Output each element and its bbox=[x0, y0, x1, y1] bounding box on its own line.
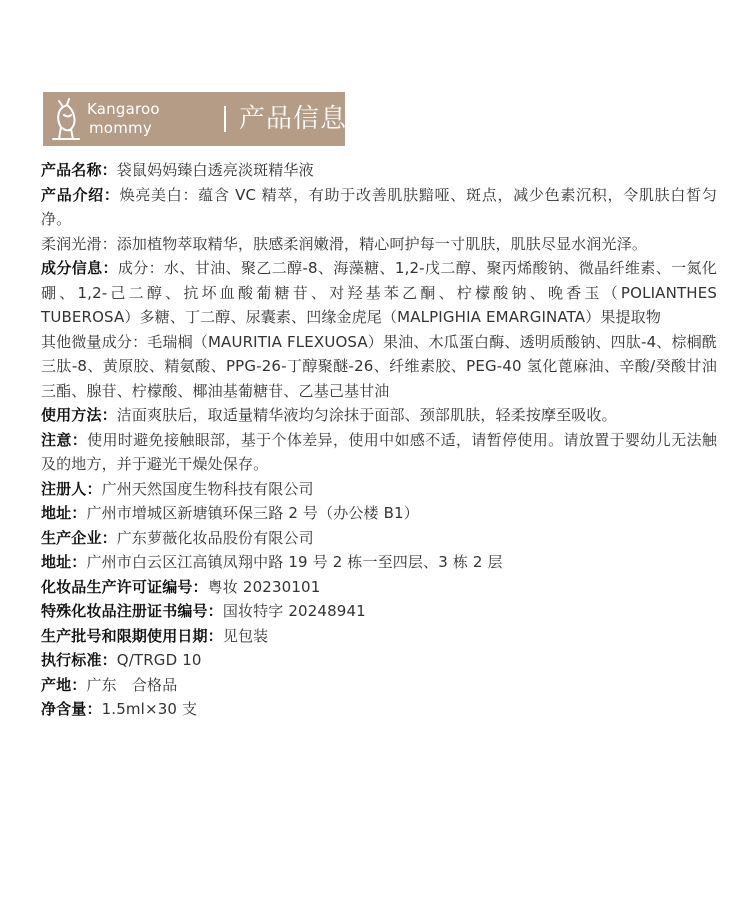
product-info-banner bbox=[43, 92, 348, 146]
detail-line bbox=[41, 697, 717, 722]
detail-line bbox=[41, 501, 717, 526]
detail-label: 注册人： bbox=[41, 479, 102, 498]
kangaroo-logo-icon bbox=[49, 95, 85, 143]
brand-wordmark bbox=[87, 100, 187, 138]
detail-label: 产地： bbox=[41, 675, 87, 694]
banner-title: 产品信息 bbox=[239, 104, 348, 134]
detail-value: 广州市增城区新塘镇环保三路 2 号（办公楼 B1） bbox=[86, 504, 419, 522]
detail-value: 洁面爽肤后，取适量精华液均匀涂抹于面部、颈部肌肤，轻柔按摩至吸收。 bbox=[116, 406, 617, 424]
detail-line bbox=[41, 526, 717, 551]
detail-label: 生产企业： bbox=[41, 528, 117, 547]
detail-line bbox=[41, 256, 717, 330]
detail-value: 广东 合格品 bbox=[86, 675, 178, 694]
detail-label: 地址： bbox=[41, 553, 87, 571]
detail-line bbox=[41, 648, 717, 673]
detail-label: 化妆品生产许可证编号： bbox=[41, 577, 208, 596]
detail-line bbox=[41, 673, 717, 698]
detail-value: 广州天然国度生物科技有限公司 bbox=[101, 479, 314, 498]
detail-line bbox=[41, 330, 717, 404]
detail-line bbox=[41, 158, 717, 183]
brand-line-2: mommy bbox=[89, 119, 152, 137]
detail-label: 执行标准： bbox=[41, 651, 117, 669]
detail-value: 国妆特字 20248941 bbox=[222, 602, 366, 620]
product-details bbox=[41, 158, 717, 722]
brand-line-1: Kangaroo bbox=[87, 100, 160, 118]
detail-value: 广州市白云区江高镇凤翔中路 19 号 2 栋一至四层、3 栋 2 层 bbox=[86, 553, 503, 571]
detail-line bbox=[41, 232, 717, 257]
detail-value: 粤妆 20230101 bbox=[207, 577, 321, 596]
banner-divider bbox=[224, 106, 226, 132]
detail-label: 特殊化妆品注册证书编号： bbox=[41, 602, 223, 620]
detail-label: 成分信息： bbox=[41, 259, 118, 277]
detail-line bbox=[41, 183, 717, 232]
detail-value: 使用时避免接触眼部，基于个体差异，使用中如感不适，请暂停使用。请放置于婴幼儿无法触及的地方，并于避光干燥处保存。 bbox=[41, 430, 717, 473]
detail-line bbox=[41, 575, 717, 600]
detail-value: 袋鼠妈妈臻白透亮淡斑精华液 bbox=[116, 161, 314, 179]
detail-value: 柔润光滑：添加植物萃取精华，肤感柔润嫩滑，精心呵护每一寸肌肤，肌肤尽显水润光泽。 bbox=[41, 234, 648, 253]
detail-label: 地址： bbox=[41, 504, 87, 522]
detail-line bbox=[41, 477, 717, 502]
detail-value: 成分：水、甘油、聚乙二醇-8、海藻糖、1,2-戊二醇、聚丙烯酸钠、微晶纤维素、一氮化硼、1,2-己二醇、抗坏血酸葡糖苷、对羟基苯乙酮、柠檬酸钠、晚香玉（POLIANTHES TUBEROSA）多糖、丁二醇、尿囊素、凹缘金虎尾（MALPIGHIA EMARGINATA）果提取物 bbox=[41, 259, 717, 326]
detail-line bbox=[41, 599, 717, 624]
detail-label: 净含量： bbox=[41, 700, 102, 718]
detail-value: 广东萝薇化妆品股份有限公司 bbox=[116, 528, 314, 547]
detail-line bbox=[41, 624, 717, 649]
detail-value: Q/TRGD 10 bbox=[116, 651, 202, 669]
detail-value: 焕亮美白：蕴含 VC 精萃，有助于改善肌肤黯哑、斑点，减少色素沉积，令肌肤白皙匀净。 bbox=[41, 185, 717, 228]
detail-label: 注意： bbox=[41, 430, 88, 449]
detail-line bbox=[41, 550, 717, 575]
detail-label: 使用方法： bbox=[41, 406, 117, 424]
detail-value: 1.5ml×30 支 bbox=[101, 700, 198, 718]
detail-label: 生产批号和限期使用日期： bbox=[41, 626, 223, 645]
detail-value: 其他微量成分：毛瑞榈（MAURITIA FLEXUOSA）果油、木瓜蛋白酶、透明质酸钠、四肽-4、棕榈酰三肽-8、黄原胶、精氨酸、PPG-26-丁醇聚醚-26、纤维素胶、PEG-40 氢化蓖麻油、辛酸/癸酸甘油三酯、腺苷、柠檬酸、椰油基葡糖苷、乙基己基甘油 bbox=[41, 332, 717, 400]
detail-line bbox=[41, 403, 717, 428]
detail-label: 产品介绍： bbox=[41, 185, 120, 204]
detail-label: 产品名称： bbox=[41, 161, 117, 179]
detail-value: 见包装 bbox=[222, 626, 269, 645]
detail-line bbox=[41, 428, 717, 477]
